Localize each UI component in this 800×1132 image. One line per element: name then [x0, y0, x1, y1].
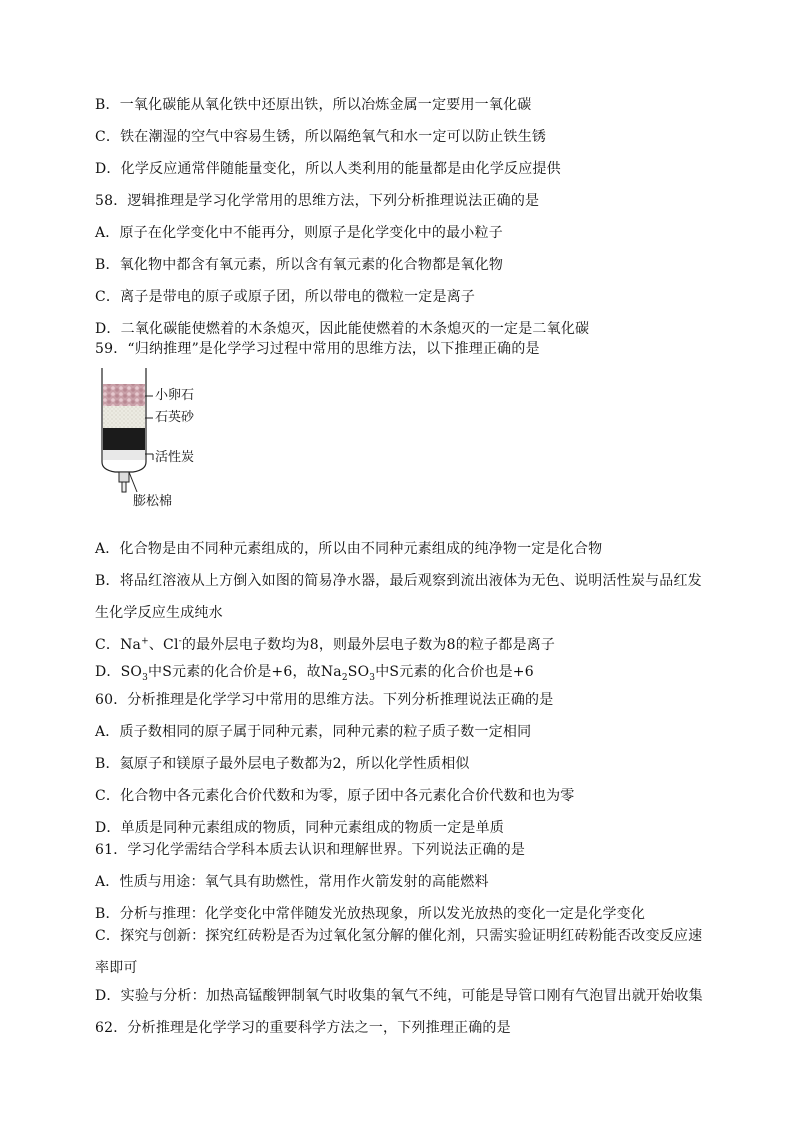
line-d-59: D．$SO_3$中S元素的化合价是+6，故$Na_2SO_3$中S元素的化合价也是+6: [95, 664, 534, 683]
pebble-layer: [103, 384, 145, 406]
question-58: 58．逻辑推理是学习化学常用的思维方法，下列分析推理说法正确的是: [95, 193, 540, 209]
line-a-59: A．化合物是由不同种元素组成的，所以由不同种元素组成的纯净物一定是化合物: [95, 541, 603, 557]
line-d-57: D．化学反应通常伴随能量变化，所以人类利用的能量都是由化学反应提供: [95, 161, 561, 177]
line-b-58: B．氧化物中都含有氧元素，所以含有氧元素的化合物都是氧化物: [95, 257, 504, 273]
question-59: 59．“归纳推理”是化学学习过程中常用的思维方法，以下推理正确的是: [95, 341, 540, 357]
line-c-60: C．化合物中各元素化合价代数和为零，原子团中各元素化合价代数和也为零: [95, 788, 575, 804]
line-a-61: A．性质与用途：氧气具有助燃性，常用作火箭发射的高能燃料: [95, 874, 489, 890]
label-cotton: 膨松棉: [133, 494, 173, 509]
line-b-59-cont: 生化学反应生成纯水: [95, 605, 223, 621]
water-filter-figure: [95, 362, 235, 517]
line-b-59: B．将品红溶液从上方倒入如图的简易净水器，最后观察到流出液体为无色、说明活性炭与品红发: [95, 573, 702, 589]
line-a-58: A．原子在化学变化中不能再分，则原子是化学变化中的最小粒子: [95, 225, 503, 241]
question-60: 60．分析推理是化学学习中常用的思维方法。下列分析推理说法正确的是: [95, 692, 554, 708]
question-62: 62．分析推理是化学学习的重要科学方法之一，下列推理正确的是: [95, 1020, 511, 1036]
line-c-61-cont: 率即可: [95, 960, 138, 976]
cotton-layer: [103, 450, 145, 460]
line-c-57: C．铁在潮湿的空气中容易生锈，所以隔绝氧气和水一定可以防止铁生锈: [95, 129, 547, 145]
line-d-61: D．实验与分析：加热高锰酸钾制氧气时收集的氧气不纯，可能是导管口刚有气泡冒出就开始收集: [95, 988, 703, 1004]
question-61: 61．学习化学需结合学科本质去认识和理解世界。下列说法正确的是: [95, 842, 526, 858]
line-d-60: D．单质是同种元素组成的物质，同种元素组成的物质一定是单质: [95, 820, 505, 836]
line-b-57: B．一氧化碳能从氧化铁中还原出铁，所以冶炼金属一定要用一氧化碳: [95, 97, 532, 113]
label-sand: 石英砂: [155, 410, 195, 425]
line-d-58: D．二氧化碳能使燃着的木条熄灭，因此能使燃着的木条熄灭的一定是二氧化碳: [95, 321, 590, 337]
label-carbon: 活性炭: [155, 450, 195, 465]
line-b-61: B．分析与推理：化学变化中常伴随发光放热现象，所以发光放热的变化一定是化学变化: [95, 906, 646, 922]
line-b-60: B．氦原子和镁原子最外层电子数都为2，所以化学性质相似: [95, 756, 470, 772]
line-c-58: C．离子是带电的原子或原子团，所以带电的微粒一定是离子: [95, 289, 476, 305]
line-a-60: A．质子数相同的原子属于同种元素，同种元素的粒子质子数一定相同: [95, 724, 532, 740]
line-c-61: C．探究与创新：探究红砖粉是否为过氧化氢分解的催化剂，只需实验证明红砖粉能否改变反应速: [95, 928, 703, 944]
label-pebble: 小卵石: [155, 388, 195, 403]
carbon-layer: [103, 428, 145, 450]
sand-layer: [103, 406, 145, 428]
line-c-59: C．Na+、Cl-的最外层电子数均为8，则最外层电子数为8的粒子都是离子: [95, 636, 556, 653]
